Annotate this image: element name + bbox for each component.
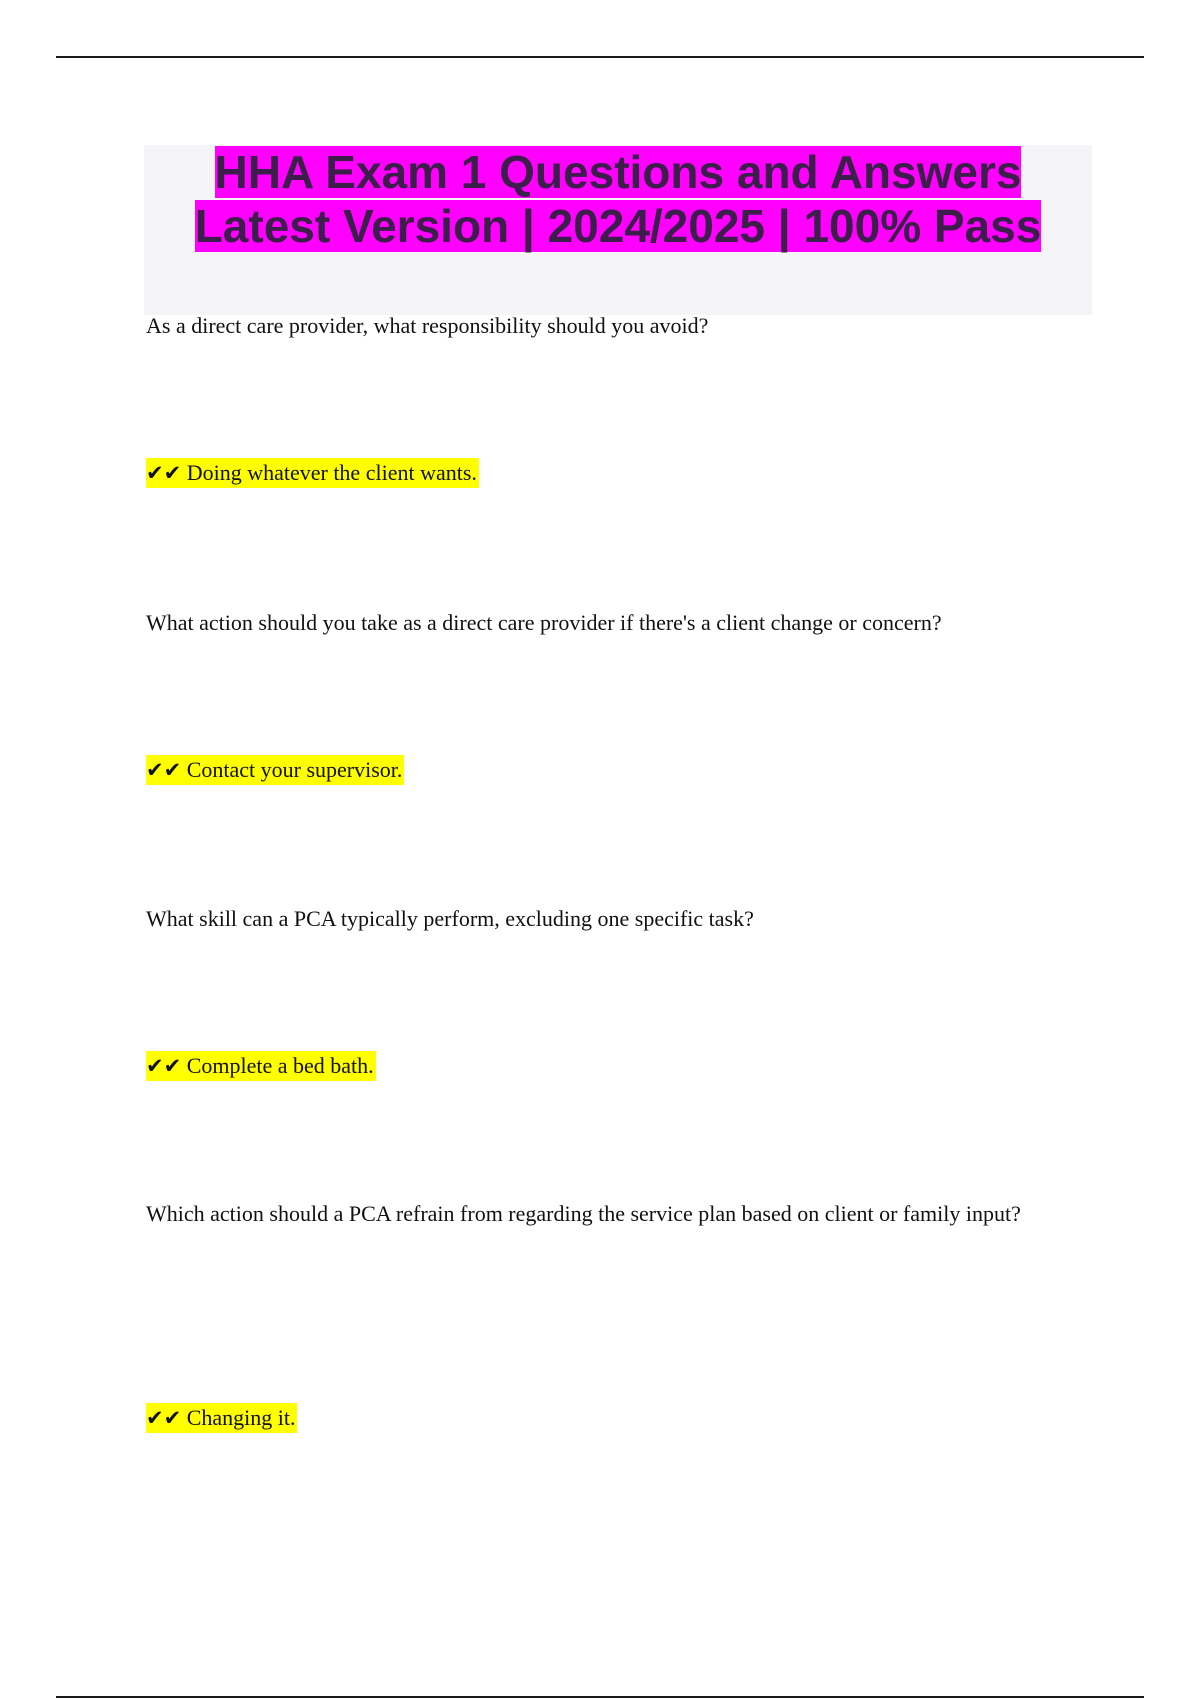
check-icon: ✔✔ <box>146 1406 182 1430</box>
check-icon: ✔✔ <box>146 758 182 782</box>
title-line-2: Latest Version | 2024/2025 | 100% Pass <box>194 200 1042 252</box>
answer-highlight <box>146 1051 376 1081</box>
title-line-1: HHA Exam 1 Questions and Answers <box>214 146 1022 198</box>
question-text: What action should you take as a direct care provider if there's a client change or concern? <box>146 610 942 635</box>
answer-highlight <box>146 458 479 488</box>
answer-highlight <box>146 755 404 785</box>
answer-2 <box>146 742 404 798</box>
question-text: Which action should a PCA refrain from regarding the service plan based on client or family input? <box>146 1201 1021 1226</box>
top-rule <box>56 56 1144 58</box>
answer-3 <box>146 1038 376 1094</box>
check-icon: ✔✔ <box>146 1054 182 1078</box>
question-text: As a direct care provider, what responsibility should you avoid? <box>146 313 709 338</box>
answer-4 <box>146 1390 297 1446</box>
answer-text: Complete a bed bath. <box>186 1053 374 1078</box>
check-icon: ✔✔ <box>146 461 182 485</box>
document-title <box>144 145 1092 253</box>
answer-text: Doing whatever the client wants. <box>186 460 477 485</box>
answer-text: Changing it. <box>186 1405 296 1430</box>
answer-highlight <box>146 1403 297 1433</box>
question-1 <box>146 298 708 354</box>
question-2 <box>146 595 942 651</box>
question-text: What skill can a PCA typically perform, excluding one specific task? <box>146 906 754 931</box>
bottom-rule <box>56 1696 1144 1698</box>
question-3 <box>146 891 754 947</box>
answer-1 <box>146 445 479 501</box>
answer-text: Contact your supervisor. <box>186 757 403 782</box>
question-4 <box>146 1186 1066 1242</box>
